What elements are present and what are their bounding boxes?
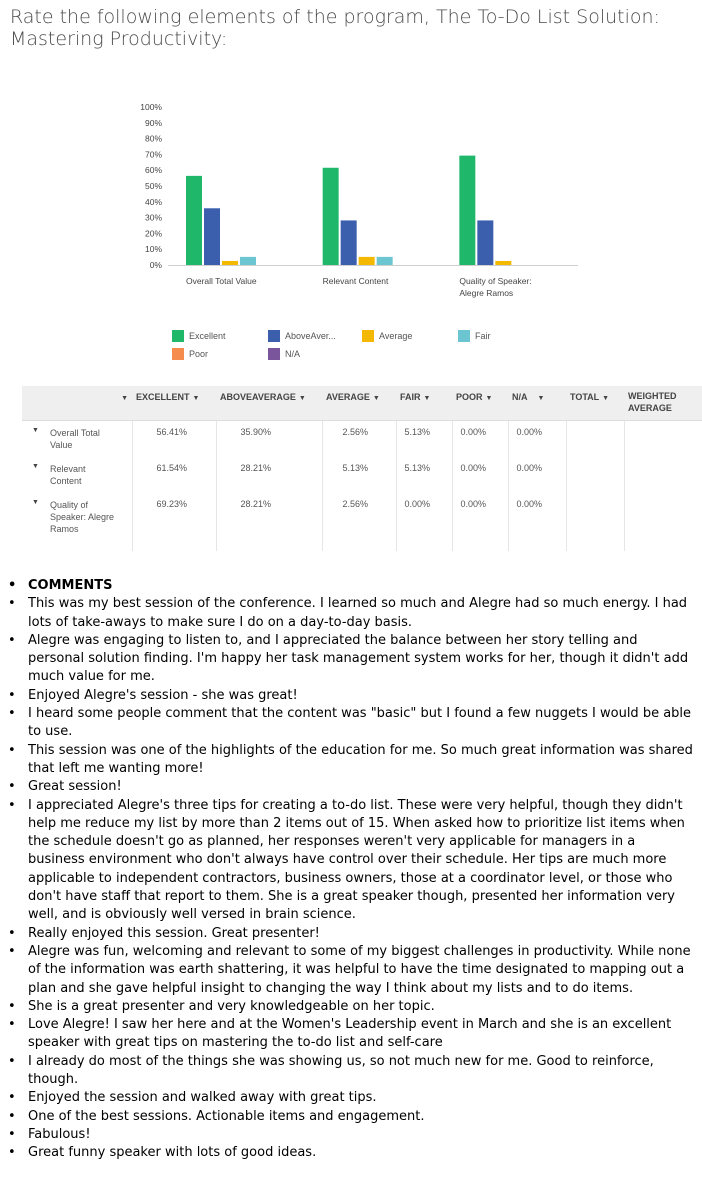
y-tick-label: 90% <box>144 117 162 128</box>
table-cell: 5.13% <box>322 457 396 493</box>
table-cell: 56.41% <box>132 421 216 457</box>
y-tick-label: 70% <box>144 149 162 160</box>
chevron-down-icon[interactable]: ▼ <box>32 427 39 434</box>
column-header[interactable]: WEIGHTED AVERAGE <box>624 386 702 421</box>
chevron-down-icon[interactable]: ▼ <box>192 395 200 402</box>
y-tick-label: 100% <box>140 102 162 112</box>
y-tick-label: 20% <box>144 228 162 239</box>
legend-swatch <box>458 330 470 342</box>
comment-item: • Really enjoyed this session. Great presenter! <box>28 925 696 943</box>
column-header[interactable]: EXCELLENT ▼ <box>132 386 216 421</box>
legend-item[interactable] <box>172 348 208 360</box>
y-tick-label: 50% <box>144 181 162 191</box>
column-header[interactable]: AVERAGE ▼ <box>322 386 396 421</box>
comments-section <box>0 577 702 1163</box>
x-category-label: Overall Total Value <box>186 276 257 286</box>
chevron-down-icon[interactable]: ▼ <box>537 395 545 402</box>
x-category-label: Alegre Ramos <box>459 288 514 298</box>
results-table-wrap <box>22 386 702 551</box>
table-cell <box>624 457 702 493</box>
row-label[interactable] <box>22 457 132 493</box>
comment-item: • Enjoyed Alegre's session - she was great! <box>28 687 696 705</box>
legend-item[interactable] <box>362 330 412 342</box>
table-cell: 5.13% <box>396 457 452 493</box>
bar[interactable] <box>222 261 238 265</box>
table-row <box>22 421 702 457</box>
bar[interactable] <box>477 220 493 265</box>
comment-item: • I heard some people comment that the content was "basic" but I found a few nuggets I would be able to use. <box>28 705 696 742</box>
bar[interactable] <box>459 156 475 265</box>
comment-item: • I appreciated Alegre's three tips for creating a to-do list. These were very helpful, though they didn't help me reduce my list by more than 2 items out of 15. When asked how to prioritize list items when the schedule doesn't go as planned, her responses weren't very applicable for managers in a business environment who don't always have control over their schedule. Her tips are much more applicable to independent contractors, business owners, those at a coordinator level, or those who don't have staff that report to them. She is a great speaker though, presented her information very well, and is obviously well versed in brain science. <box>28 797 696 925</box>
table-cell: 28.21% <box>216 457 322 493</box>
column-header[interactable]: ABOVEAVERAGE ▼ <box>216 386 322 421</box>
row-label[interactable] <box>22 493 132 551</box>
table-cell: 5.13% <box>396 421 452 457</box>
bar[interactable] <box>359 257 375 265</box>
comment-item: • She is a great presenter and very knowledgeable on her topic. <box>28 998 696 1016</box>
table-cell <box>624 421 702 457</box>
legend-swatch <box>268 330 280 342</box>
legend-item[interactable] <box>458 330 491 342</box>
table-row <box>22 457 702 493</box>
results-table <box>22 386 702 551</box>
legend-swatch <box>172 330 184 342</box>
table-cell: 0.00% <box>508 421 566 457</box>
column-header[interactable]: POOR ▼ <box>452 386 508 421</box>
comment-item: • Great session! <box>28 778 696 796</box>
table-cell: 35.90% <box>216 421 322 457</box>
comment-item: • One of the best sessions. Actionable items and engagement. <box>28 1108 696 1126</box>
legend-swatch <box>268 348 280 360</box>
chevron-down-icon[interactable]: ▼ <box>121 395 128 402</box>
table-row <box>22 493 702 551</box>
table-cell: 2.56% <box>322 493 396 551</box>
row-label[interactable] <box>22 421 132 457</box>
legend-item[interactable] <box>172 330 226 342</box>
bar[interactable] <box>240 257 256 265</box>
legend-label: Excellent <box>189 331 226 341</box>
row-label-header[interactable] <box>22 386 132 421</box>
comment-item: • Great funny speaker with lots of good ideas. <box>28 1144 696 1162</box>
legend-item[interactable] <box>268 330 336 342</box>
x-category-label: Quality of Speaker: <box>459 276 532 286</box>
comment-item: • Fabulous! <box>28 1126 696 1144</box>
column-header[interactable]: TOTAL ▼ <box>566 386 624 421</box>
y-tick-label: 0% <box>149 260 162 270</box>
chevron-down-icon[interactable]: ▼ <box>298 395 306 402</box>
y-tick-label: 80% <box>144 133 162 144</box>
chevron-down-icon[interactable]: ▼ <box>372 395 380 402</box>
legend-swatch <box>172 348 184 360</box>
table-cell: 0.00% <box>452 493 508 551</box>
bar[interactable] <box>341 220 357 265</box>
legend-label: AboveAver... <box>285 331 336 341</box>
table-header-row <box>22 386 702 421</box>
comment-item: • Love Alegre! I saw her here and at the Women's Leadership event in March and she is an excellent speaker with great tips on mastering the to-do list and self-care <box>28 1016 696 1053</box>
comment-item: • Enjoyed the session and walked away with great tips. <box>28 1089 696 1107</box>
table-cell <box>566 457 624 493</box>
x-category-label: Relevant Content <box>322 276 389 286</box>
table-cell: 69.23% <box>132 493 216 551</box>
table-cell <box>566 421 624 457</box>
y-tick-label: 60% <box>144 165 162 176</box>
column-header[interactable]: N/A ▼ <box>508 386 566 421</box>
table-cell: 0.00% <box>452 421 508 457</box>
bar[interactable] <box>495 261 511 265</box>
question-title: Rate the following elements of the program, The To-Do List Solution: Mastering Productivity: <box>10 6 660 50</box>
row-label-text: Quality of Speaker: Alegre Ramos <box>50 499 115 534</box>
table-cell: 2.56% <box>322 421 396 457</box>
table-cell <box>566 493 624 551</box>
comment-list <box>0 577 702 1163</box>
table-cell <box>624 493 702 551</box>
legend-swatch <box>362 330 374 342</box>
chevron-down-icon[interactable]: ▼ <box>32 498 39 506</box>
column-header[interactable]: FAIR ▼ <box>396 386 452 421</box>
legend-label: N/A <box>285 349 301 359</box>
comment-item: • Alegre was engaging to listen to, and I appreciated the balance between her story telling and personal solution finding. I'm happy her task management system works for her, though it didn't add much value for me. <box>28 632 696 687</box>
chevron-down-icon[interactable]: ▼ <box>423 395 431 402</box>
bar-chart <box>0 95 702 325</box>
comments-heading: • COMMENTS <box>28 577 696 595</box>
table-cell: 0.00% <box>396 493 452 551</box>
bar[interactable] <box>186 176 202 265</box>
comment-item: • This was my best session of the conference. I learned so much and Alegre had so much energy. I had lots of take-aways to make sure I do on a day-to-day basis. <box>28 595 696 632</box>
y-tick-label: 40% <box>144 196 162 207</box>
table-cell: 28.21% <box>216 493 322 551</box>
chevron-down-icon[interactable]: ▼ <box>602 395 610 402</box>
bar[interactable] <box>377 257 393 265</box>
table-cell: 0.00% <box>508 457 566 493</box>
legend-item[interactable] <box>268 348 300 360</box>
comment-item: • Alegre was fun, welcoming and relevant to some of my biggest challenges in productivity. While none of the information was earth shattering, it was helpful to have the time designated to mapping out a plan and she gave helpful insight to changing the way I think about my lists and to do items. <box>28 943 696 998</box>
comment-item: • I already do most of the things she was showing us, so not much new for me. Good to reinforce, though. <box>28 1053 696 1090</box>
table-cell: 0.00% <box>508 493 566 551</box>
chevron-down-icon[interactable]: ▼ <box>32 462 39 470</box>
legend-label: Average <box>379 331 413 341</box>
chevron-down-icon[interactable]: ▼ <box>485 395 493 402</box>
legend-label: Fair <box>475 331 491 341</box>
comment-item: • This session was one of the highlights of the education for me. So much great information was shared that left me wanting more! <box>28 742 696 779</box>
table-cell: 61.54% <box>132 457 216 493</box>
bar[interactable] <box>204 208 220 265</box>
y-tick-label: 10% <box>144 244 162 255</box>
legend-label: Poor <box>189 349 209 359</box>
row-label-text: Relevant Content <box>50 463 86 486</box>
table-cell: 0.00% <box>452 457 508 493</box>
y-tick-label: 30% <box>144 212 162 223</box>
row-label-text: Overall Total Value <box>50 428 100 450</box>
bar[interactable] <box>323 168 339 265</box>
